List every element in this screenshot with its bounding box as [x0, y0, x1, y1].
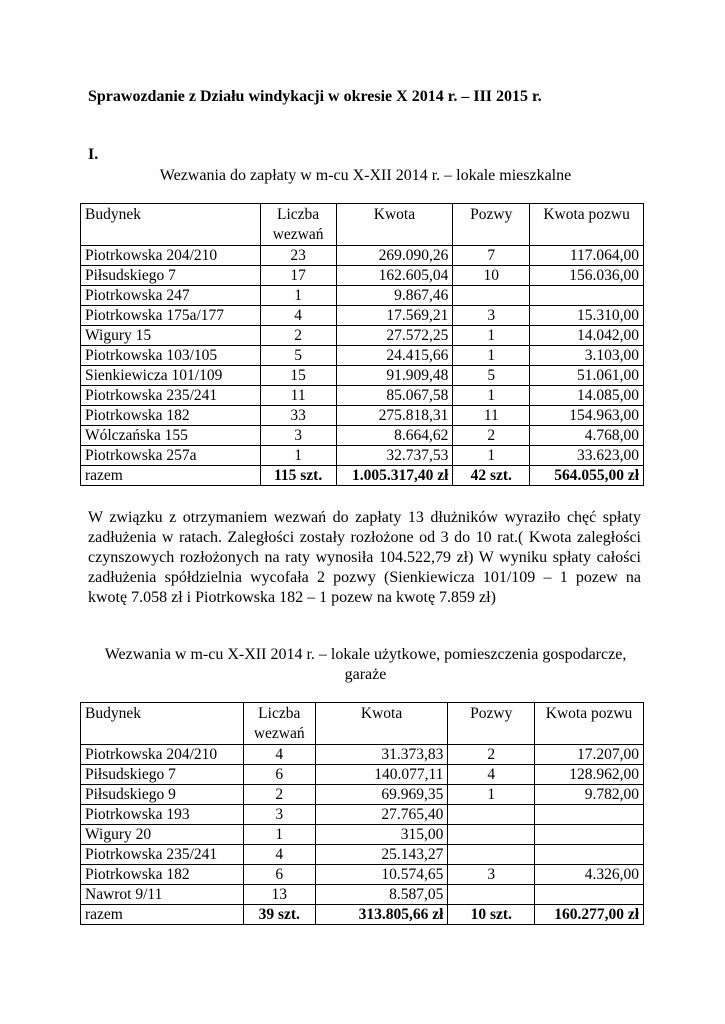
table-cell: 24.415,66: [336, 346, 453, 366]
table-cell: 17.569,21: [336, 306, 453, 326]
table-row: [81, 306, 644, 326]
document-title: Sprawozdanie z Działu windykacji w okresie X 2014 r. – III 2015 r.: [88, 88, 542, 105]
table-cell: [535, 805, 644, 825]
table-row: [81, 406, 644, 426]
table-cell: Sienkiewicza 101/109: [81, 366, 261, 386]
table-row: [81, 805, 644, 825]
table-cell: 1: [243, 825, 315, 845]
table-cell: 11: [453, 406, 530, 426]
table-cell: 275.818,31: [336, 406, 453, 426]
table-commercial-summons: [80, 702, 644, 925]
table-cell: Piotrkowska 247: [81, 286, 261, 306]
column-header: Kwota pozwu: [535, 703, 644, 745]
table-cell: 8.587,05: [315, 885, 448, 905]
table-row: [81, 366, 644, 386]
table-cell: [448, 805, 535, 825]
total-cell: 160.277,00 zł: [535, 905, 644, 925]
total-cell: 10 szt.: [448, 905, 535, 925]
table-cell: 14.085,00: [530, 386, 644, 406]
table-cell: Piotrkowska 182: [81, 865, 244, 885]
table-row: [81, 346, 644, 366]
table-cell: 3.103,00: [530, 346, 644, 366]
table-cell: 1: [453, 446, 530, 466]
table-cell: Nawrot 9/11: [81, 885, 244, 905]
table-header-row: [81, 703, 644, 745]
column-header: Kwota: [315, 703, 448, 745]
table-cell: [535, 825, 644, 845]
table-row: [81, 266, 644, 286]
table-cell: 17.207,00: [535, 745, 644, 765]
table-cell: 2: [448, 745, 535, 765]
section-number: I.: [88, 146, 99, 163]
table-cell: 1: [448, 785, 535, 805]
table-residential-summons: [80, 203, 644, 486]
table-cell: 6: [243, 865, 315, 885]
table-cell: 1: [260, 446, 336, 466]
table-cell: 33: [260, 406, 336, 426]
table-cell: 15.310,00: [530, 306, 644, 326]
table-cell: 315,00: [315, 825, 448, 845]
total-cell: 39 szt.: [243, 905, 315, 925]
table-cell: 31.373,83: [315, 745, 448, 765]
table-cell: 3: [453, 306, 530, 326]
table-cell: 4: [260, 306, 336, 326]
table-row: [81, 885, 644, 905]
table-cell: 117.064,00: [530, 246, 644, 266]
total-cell: 313.805,66 zł: [315, 905, 448, 925]
table-cell: 9.867,46: [336, 286, 453, 306]
table-row: [81, 246, 644, 266]
table-row: [81, 765, 644, 785]
total-cell: razem: [81, 905, 244, 925]
table-cell: Piotrkowska 235/241: [81, 386, 261, 406]
table-cell: 17: [260, 266, 336, 286]
column-header: Kwota: [336, 204, 453, 246]
table-row: [81, 286, 644, 306]
table-cell: 27.572,25: [336, 326, 453, 346]
table-cell: Piłsudskiego 7: [81, 765, 244, 785]
table-cell: 69.969,35: [315, 785, 448, 805]
column-header: Pozwy: [453, 204, 530, 246]
table-row: [81, 426, 644, 446]
table-cell: 10.574,65: [315, 865, 448, 885]
table-cell: [448, 885, 535, 905]
table-row: [81, 785, 644, 805]
table-cell: 6: [243, 765, 315, 785]
table-cell: 25.143,27: [315, 845, 448, 865]
column-header: Pozwy: [448, 703, 535, 745]
table-cell: 7: [453, 246, 530, 266]
table-cell: 162.605,04: [336, 266, 453, 286]
table-cell: 13: [243, 885, 315, 905]
column-header: Kwota pozwu: [530, 204, 644, 246]
table-cell: 14.042,00: [530, 326, 644, 346]
column-header: Budynek: [81, 204, 261, 246]
total-cell: 1.005.317,40 zł: [336, 466, 453, 486]
table-row: [81, 825, 644, 845]
table-cell: 32.737,53: [336, 446, 453, 466]
table-cell: 85.067,58: [336, 386, 453, 406]
table-cell: 140.077,11: [315, 765, 448, 785]
table-cell: 27.765,40: [315, 805, 448, 825]
table-cell: 15: [260, 366, 336, 386]
table-cell: 1: [453, 346, 530, 366]
table-cell: Piotrkowska 235/241: [81, 845, 244, 865]
table-cell: 91.909,48: [336, 366, 453, 386]
table-row: [81, 865, 644, 885]
table-cell: 9.782,00: [535, 785, 644, 805]
total-cell: razem: [81, 466, 261, 486]
column-header: Liczba wezwań: [243, 703, 315, 745]
table-cell: 4: [448, 765, 535, 785]
table-cell: Piotrkowska 103/105: [81, 346, 261, 366]
table1-caption: Wezwania do zapłaty w m-cu X-XII 2014 r. – lokale mieszkalne: [159, 167, 572, 184]
table-total-row: [81, 466, 644, 486]
table-cell: 8.664,62: [336, 426, 453, 446]
table-cell: 1: [260, 286, 336, 306]
table-cell: 2: [453, 426, 530, 446]
table-cell: 1: [453, 386, 530, 406]
column-header: Budynek: [81, 703, 244, 745]
table-cell: 4: [243, 845, 315, 865]
table-cell: Piotrkowska 204/210: [81, 745, 244, 765]
table-cell: 3: [260, 426, 336, 446]
table-cell: Piotrkowska 175a/177: [81, 306, 261, 326]
table-cell: 4.326,00: [535, 865, 644, 885]
table-cell: 269.090,26: [336, 246, 453, 266]
table-cell: 23: [260, 246, 336, 266]
table-cell: [535, 845, 644, 865]
table-cell: 1: [453, 326, 530, 346]
table-cell: Wigury 20: [81, 825, 244, 845]
table-cell: 156.036,00: [530, 266, 644, 286]
table-cell: 5: [453, 366, 530, 386]
table-cell: Wigury 15: [81, 326, 261, 346]
table-cell: 51.061,00: [530, 366, 644, 386]
table-cell: Wólczańska 155: [81, 426, 261, 446]
summary-paragraph: W związku z otrzymaniem wezwań do zapłaty 13 dłużników wyraziło chęć spłaty zadłużenia w ratach. Zaległości zostały rozłożone od 3 do 10 rat.( Kwota zaległości czynszowych rozłożonych na raty wynosiła 104.522,79 zł) W wyniku spłaty całości zadłużenia spółdzielnia wycofała 2 pozwy (Sienkiewicza 101/109 – 1 pozew na kwotę 7.058 zł i Piotrkowska 182 – 1 pozew na kwotę 7.859 zł): [88, 509, 641, 606]
table-cell: 5: [260, 346, 336, 366]
table-cell: Piotrkowska 182: [81, 406, 261, 426]
table-row: [81, 326, 644, 346]
column-header: Liczba wezwań: [260, 204, 336, 246]
table-cell: 2: [260, 326, 336, 346]
total-cell: 42 szt.: [453, 466, 530, 486]
table-row: [81, 386, 644, 406]
table-row: [81, 446, 644, 466]
total-cell: 115 szt.: [260, 466, 336, 486]
table-cell: 4.768,00: [530, 426, 644, 446]
table-cell: [535, 885, 644, 905]
table-cell: Piłsudskiego 7: [81, 266, 261, 286]
table-cell: 154.963,00: [530, 406, 644, 426]
table-cell: [448, 825, 535, 845]
table-cell: 3: [448, 865, 535, 885]
table-cell: [448, 845, 535, 865]
table-cell: 33.623,00: [530, 446, 644, 466]
table-cell: 10: [453, 266, 530, 286]
table-row: [81, 745, 644, 765]
table-cell: 3: [243, 805, 315, 825]
table-cell: 128.962,00: [535, 765, 644, 785]
table-cell: Piłsudskiego 9: [81, 785, 244, 805]
total-cell: 564.055,00 zł: [530, 466, 644, 486]
table-cell: 4: [243, 745, 315, 765]
table-header-row: [81, 204, 644, 246]
table-cell: 11: [260, 386, 336, 406]
table-cell: 2: [243, 785, 315, 805]
table-total-row: [81, 905, 644, 925]
table-cell: Piotrkowska 193: [81, 805, 244, 825]
table-row: [81, 845, 644, 865]
table2-caption: Wezwania w m-cu X-XII 2014 r. – lokale użytkowe, pomieszczenia gospodarcze, garaże: [104, 646, 627, 683]
table-cell: [453, 286, 530, 306]
table-cell: [530, 286, 644, 306]
table-cell: Piotrkowska 257a: [81, 446, 261, 466]
table-cell: Piotrkowska 204/210: [81, 246, 261, 266]
